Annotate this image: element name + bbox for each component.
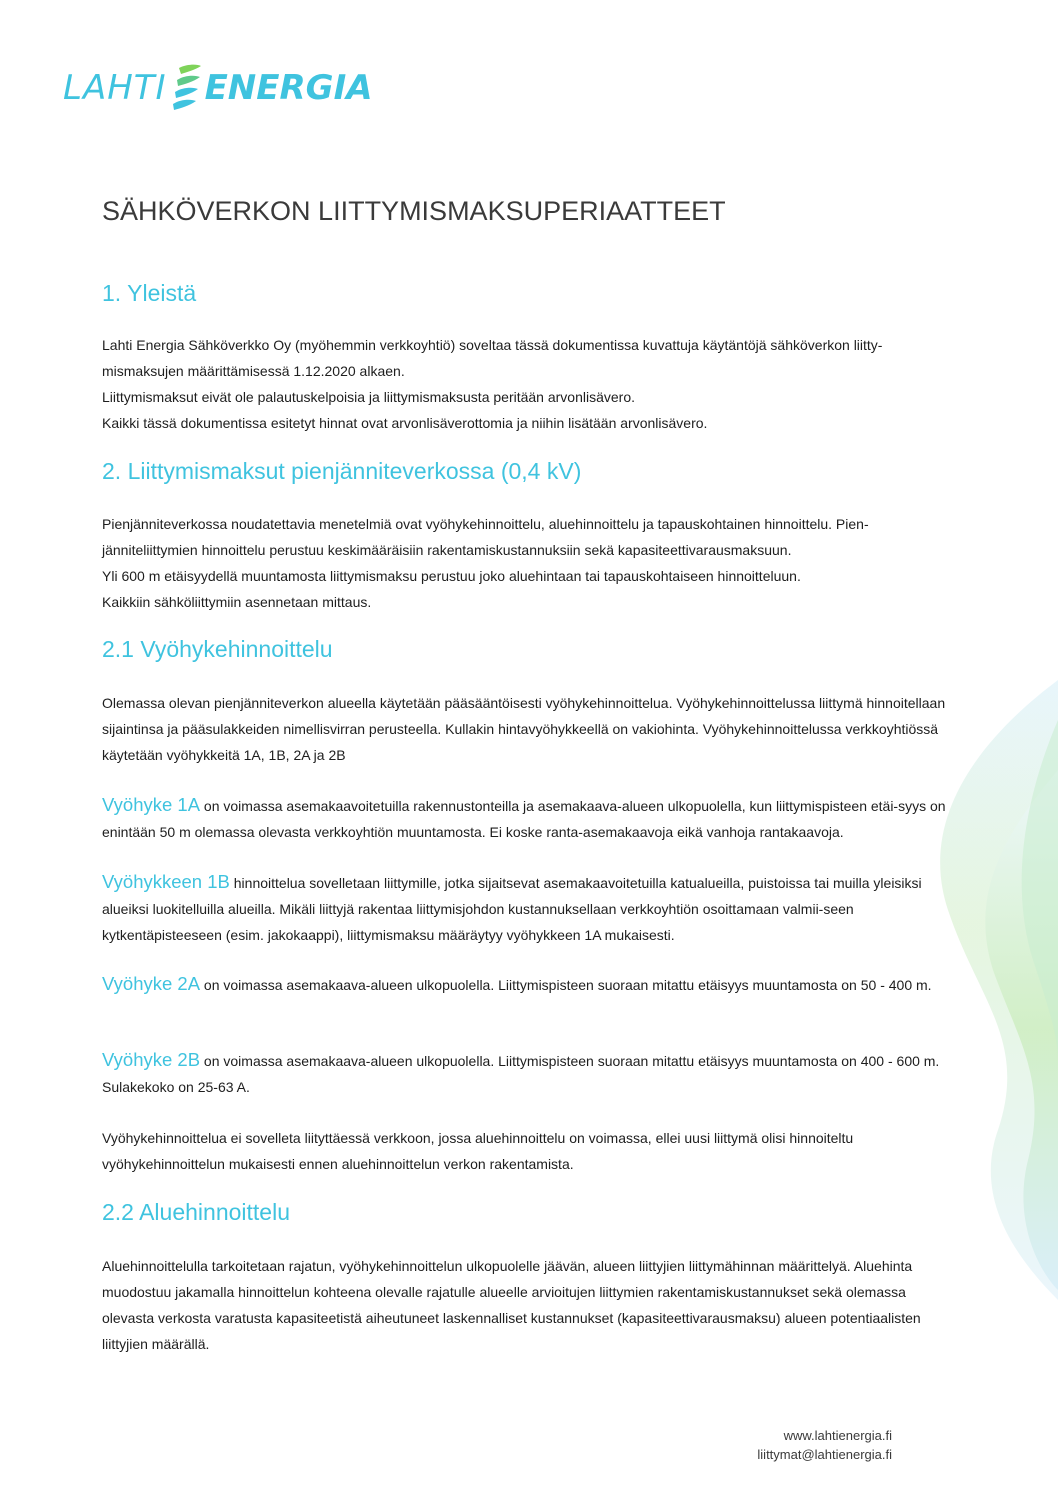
document-title: SÄHKÖVERKON LIITTYMISMAKSUPERIAATTEET	[102, 196, 726, 226]
paragraph: Kaikkiin sähköliittymiin asennetaan mittaus.	[102, 594, 372, 610]
zone-2a-text: on voimassa asemakaava-alueen ulkopuolella. Liittymispisteen suoraan mitattu etäisyys muuntamosta on 50 - 400 m.	[200, 977, 932, 993]
zone-2a-paragraph	[102, 971, 957, 998]
footer-contact	[757, 1426, 892, 1464]
logo-text-energia: ENERGIA	[204, 68, 373, 108]
leaf-icon	[169, 62, 203, 114]
paragraph: Olemassa olevan pienjänniteverkon alueella käytetään pääsääntöisesti vyöhykehinnoittelua. Vyöhykehinnoittelussa liittymä hinnoitellaan sijaintinsa ja pääsulakkeiden nimellisvirran perusteella. Kullakin hintavyöhykkeellä on vakiohinta. Vyöhykehinnoittelussa verkkoyhtiössä käytetään vyöhykkeitä 1A, 1B, 2A ja 2B	[102, 695, 946, 763]
paragraph: Vyöhykehinnoittelua ei sovelleta liityttäessä verkkoon, jossa aluehinnoittelu on voimassa, ellei uusi liittymä olisi hinnoiteltu vyöhykehinnoittelun mukaisesti ennen aluehinnoittelun verkon rakentamista.	[102, 1130, 854, 1172]
zone-1b-label: Vyöhykkeen 1B	[102, 871, 230, 892]
heading-yleista: 1. Yleistä	[102, 280, 197, 306]
paragraph: Aluehinnoittelulla tarkoitetaan rajatun, vyöhykehinnoittelun ulkopuolelle jäävän, alueen liittyjien liittymähinnan määrittelyä. Aluehinta muodostuu jakamalla hinnoittelun kohteena olevalle rajatulle alueelle arvioitujen liittymien rakentamiskustannukset sekä olemassa olevasta verkosta varatusta kapasiteetistä aiheutuneet laskennalliset kustannukset (kapasiteettivarausmaksu) alueen potentiaalisten liittyjien määrällä.	[102, 1258, 921, 1352]
paragraph: Yli 600 m etäisyydellä muuntamosta liittymismaksu perustuu joko aluehintaan tai tapauskohtaiseen hinnoitteluun.	[102, 568, 801, 584]
logo-text-lahti: LAHTI	[63, 68, 167, 108]
paragraph: Liittymismaksut eivät ole palautuskelpoisia ja liittymismaksusta peritään arvonlisävero.	[102, 389, 636, 405]
paragraph: Lahti Energia Sähköverkko Oy (myöhemmin verkkoyhtiö) soveltaa tässä dokumentissa kuvattuja käytäntöjä sähköverkon liitty-mismaksujen määrittämisessä 1.12.2020 alkaen.	[102, 337, 883, 379]
zone-2b-text: on voimassa asemakaava-alueen ulkopuolella. Liittymispisteen suoraan mitattu etäisyys muuntamosta on 400 - 600 m. Sulakekoko on 25-63 A.	[102, 1053, 940, 1095]
zone-2a-label: Vyöhyke 2A	[102, 973, 201, 994]
footer-website-link[interactable]: www.lahtienergia.fi	[783, 1428, 892, 1443]
zone-1b-paragraph	[102, 869, 957, 948]
zone-2b-paragraph	[102, 1047, 957, 1100]
zone-1a-paragraph	[102, 792, 957, 845]
zone-1a-label: Vyöhyke 1A	[102, 794, 201, 815]
zone-2b-label: Vyöhyke 2B	[102, 1049, 201, 1070]
zone-1a-text: on voimassa asemakaavoitetuilla rakennustonteilla ja asemakaava-alueen ulkopuolella, kun liittymispisteen etäi-syys on enintään 50 m olemassa olevasta verkkoyhtiön muuntamosta. Ei koske ranta-asemakaavoja eikä vanhoja rantakaavoja.	[102, 798, 946, 840]
company-logo	[63, 62, 373, 114]
footer-email-link[interactable]: liittymat@lahtienergia.fi	[757, 1447, 892, 1462]
paragraph: Pienjänniteverkossa noudatettavia menetelmiä ovat vyöhykehinnoittelu, aluehinnoittelu ja tapauskohtainen hinnoittelu. Pien-jänniteliittymien hinnoittelu perustuu keskimääräisiin rakentamiskustannuksiin sekä kapasiteettivarausmaksuun.	[102, 516, 869, 558]
heading-pienjannite: 2. Liittymismaksut pienjänniteverkossa (0,4 kV)	[102, 458, 582, 484]
zone-1b-text: hinnoittelua sovelletaan liittymille, jotka sijaitsevat asemakaavoitetuilla katualueilla, puistoissa tai muilla yleisiksi alueiksi luokitelluilla alueilla. Mikäli liittyjä rakentaa liittymisjohdon kustannuksellaan verkkoyhtiön osoittamaan valmii-seen kytkentäpisteeseen (esim. jakokaappi), liittymismaksu määräytyy vyöhykkeen 1A mukaisesti.	[102, 875, 922, 943]
paragraph: Kaikki tässä dokumentissa esitetyt hinnat ovat arvonlisäverottomia ja niihin lisätään arvonlisävero.	[102, 415, 708, 431]
heading-aluehinnoittelu: 2.2 Aluehinnoittelu	[102, 1199, 290, 1225]
heading-vyohykehinnoittelu: 2.1 Vyöhykehinnoittelu	[102, 636, 333, 662]
